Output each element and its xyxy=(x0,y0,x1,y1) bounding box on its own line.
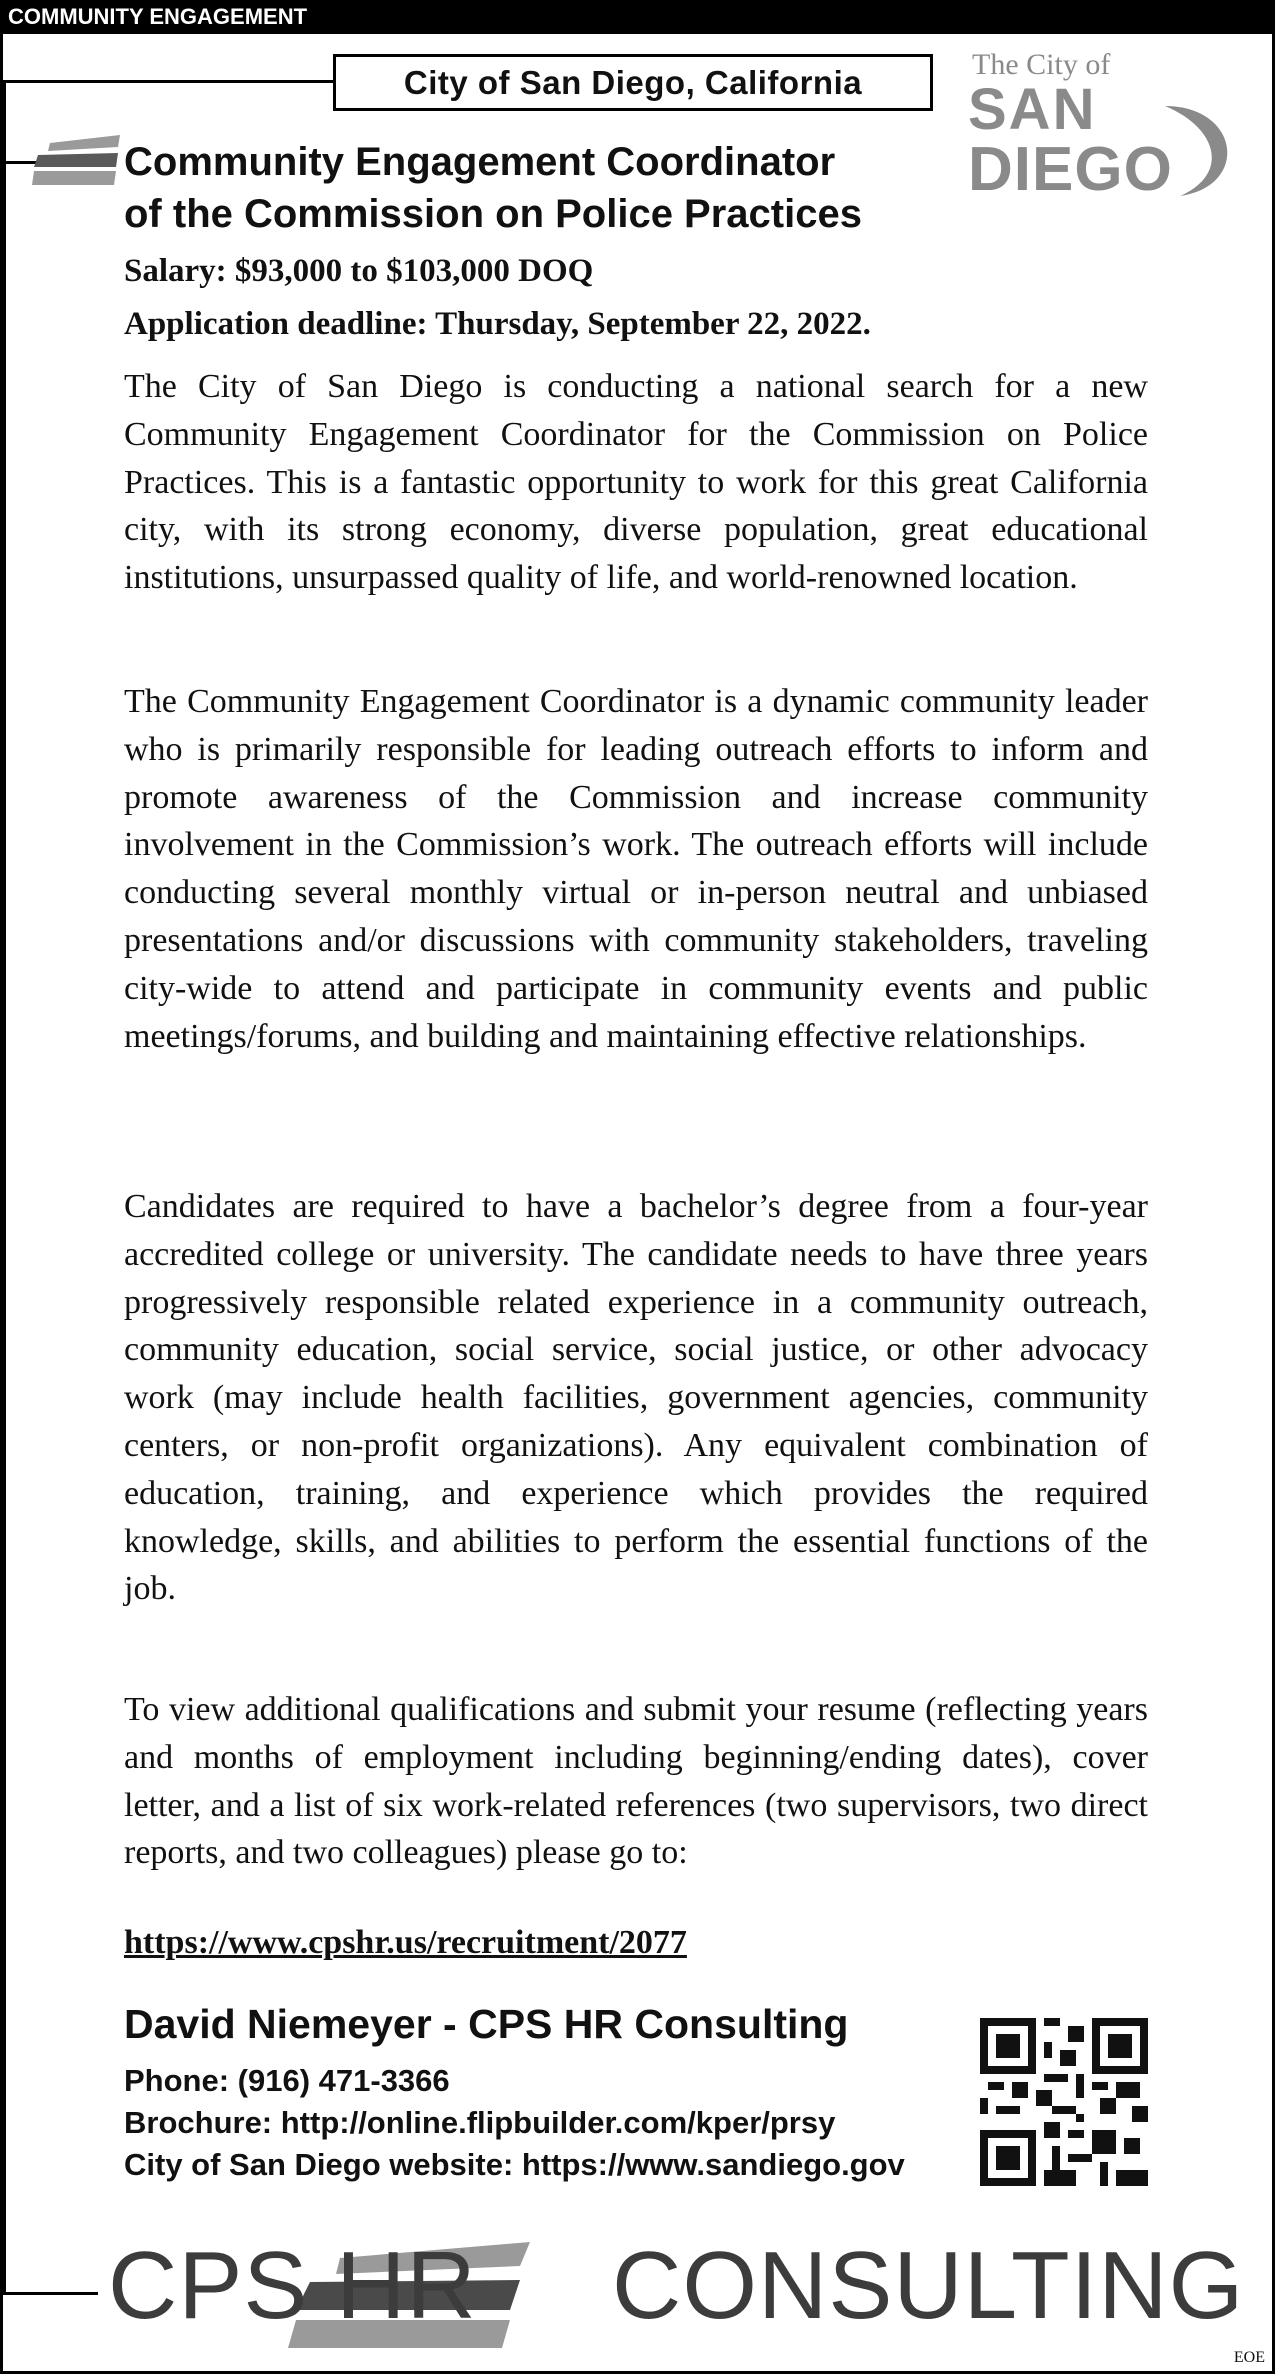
qr-code-icon[interactable] xyxy=(980,2018,1148,2186)
cps-swoosh-icon xyxy=(30,133,125,193)
contact-phone: Phone: (916) 471-3366 xyxy=(124,2063,450,2098)
logo-line-2: SAN xyxy=(968,77,1097,142)
contact-website: City of San Diego website: https://www.sandiego.gov xyxy=(124,2147,905,2182)
section-label: COMMUNITY ENGAGEMENT xyxy=(0,0,1275,34)
bottom-connector xyxy=(3,2292,98,2295)
eoe-label: EOE xyxy=(1233,2349,1265,2366)
intro-paragraph: The City of San Diego is conducting a national search for a new Community Engagement Coordinator for the Commission on Police Practices. This is a fantastic opportunity to work for this great California city, with its strong economy, diverse population, great educational institutions, unsurpassed quality of life, and world-renowned location. xyxy=(124,368,1148,597)
role-paragraph: The Community Engagement Coordinator is a dynamic community leader who is primarily responsible for leading outreach efforts to inform and promote awareness of the Commission and increase community involvement in the Commission’s work. The outreach efforts will include conducting several monthly virtual or in-person neutral and unbiased presentations and/or discussions with community stakeholders, traveling city-wide to attend and participate in community events and public meetings/forums, and building and maintaining effective relationships. xyxy=(124,683,1148,1055)
city-of-san-diego-logo xyxy=(950,46,1260,206)
logo-swoosh-icon xyxy=(1165,106,1227,196)
recruitment-link[interactable]: https://www.cpshr.us/recruitment/2077 xyxy=(124,1924,687,1961)
application-deadline: Application deadline: Thursday, September 22, 2022. xyxy=(124,306,871,342)
footer-logo-consulting: CONSULTING xyxy=(612,2232,1245,2339)
job-title-line-1: Community Engagement Coordinator xyxy=(124,140,836,184)
left-connector-vertical xyxy=(3,80,6,2294)
city-title-box: City of San Diego, California xyxy=(333,54,933,111)
job-title xyxy=(124,136,964,240)
contact-brochure: Brochure: http://online.flipbuilder.com/kper/prsy xyxy=(124,2105,836,2140)
footer-logo-cps-hr: CPS HR xyxy=(108,2232,477,2339)
logo-line-3: DIEGO xyxy=(968,135,1173,204)
job-title-line-2: of the Commission on Police Practices xyxy=(124,192,862,236)
apply-paragraph: To view additional qualifications and submit your resume (reflecting years and months of employment including beginning/ending dates), cover letter, and a list of six work-related references (two supervisors, two direct reports, and two colleagues) please go to: xyxy=(124,1691,1148,1872)
top-connector-horizontal xyxy=(3,80,333,83)
requirements-paragraph: Candidates are required to have a bachelor’s degree from a four-year accredited college or university. The candidate needs to have three years progressively responsible related experience in a community outreach, community education, social service, social justice, or other advocacy work (may include health facilities, government agencies, community centers, or non-profit organizations). Any equivalent combination of education, training, and experience which provides the required knowledge, skills, and abilities to perform the essential functions of the job. xyxy=(124,1188,1148,1608)
logo-line-1: The City of xyxy=(972,48,1111,81)
salary: Salary: $93,000 to $103,000 DOQ xyxy=(124,253,594,289)
contact-name: David Niemeyer - CPS HR Consulting xyxy=(124,2001,849,2047)
